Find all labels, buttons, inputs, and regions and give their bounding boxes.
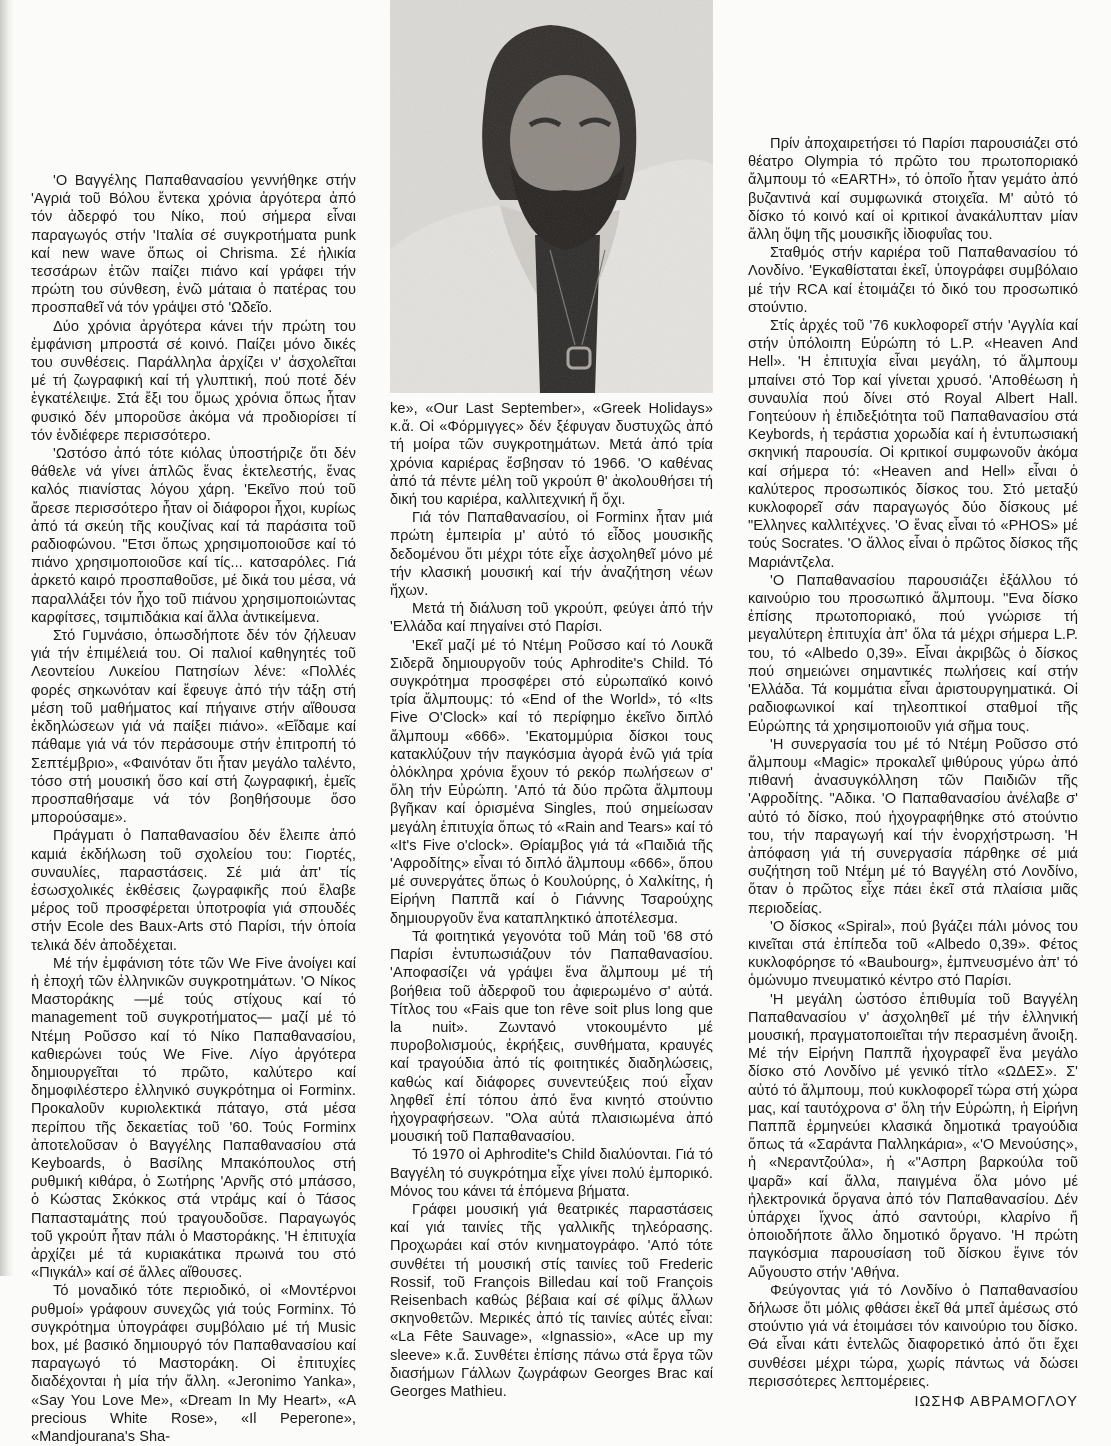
page-edge-shadow: [0, 0, 14, 1276]
article-column-left: [31, 172, 356, 1446]
paragraph: Μέ τήν ἐμφάνιση τότε τῶν We Five ἀνοίγει καί ἡ ἐποχή τῶν ἑλληνικῶν συγκροτημάτων. 'Ο Νίκος Μαστοράκης —μέ τούς στίχους καί τό management τοῦ συγκροτήματος— μαζί μέ τό Ντέμη Ροῦσσο καί τό Νίκο Παπαθανασίου, καθιερώνει τούς We Five. Λίγο ἀργότερα δημιουργεῖται τό πρῶτο, καλύτερο καί δημοφιλέστερο ἑλληνικό συγκρότημα οἱ Forminx. Προκαλοῦν κυριολεκτικά πάταγο, στά μέσα περίπου τῆς δεκαετίας τοῦ '60. Τούς Forminx ἀποτελοῦσαν ὁ Βαγγέλης Παπαθανασίου στά Keyboards, ὁ Βασίλης Μπακόπουλος στή ρυθμική κιθάρα, ὁ Σωτήρης 'Αρνῆς στό μπάσσο, ὁ Κώστας Σκόκκος στά ντράμς καί ὁ Τάσος Παπασταμάτης πού τραγουδοῦσε. Παραγωγός τοῦ γκρούπ ἦταν πάλι ὁ Μαστοράκης. 'Η ἐπιτυχία ἀρχίζει μέ τά κυριακάτικα πρωινά του στό «Πιγκάλ» καί σέ ἄλλες αἴθουσες.: [31, 955, 356, 1282]
paragraph: Στίς ἀρχές τοῦ '76 κυκλοφορεῖ στήν 'Αγγλία καί στήν ὑπόλοιπη Εὐρώπη τό L.P. «Heaven And Hell». 'Η ἐπιτυχία εἶναι μεγάλη, τό ἄλμπουμ μπαίνει στό Top καί γίνεται χρυσό. 'Αποθέωση ἡ συναυλία πού δίνει στό Royal Albert Hall. Γοητεύουν ἡ ἐπιδεξιότητα τοῦ Παπαθανασίου στά Keybords, ἡ τεράστια χορωδία καί ἡ ἐντυπωσιακή σκηνική παρουσία. Οἱ κριτικοί συμφωνοῦν ἀκόμα καί σήμερα τό: «Heaven and Hell» εἶναι ὁ καλύτερος προσωπικός δίσκος του. Στό μεταξύ κυκλοφορεῖ σάν παραγωγός δύο δίσκους μέ "Ελληνες καλλιτέχνες. 'Ο ἕνας εἶναι τό «PHOS» μέ τούς Socrates. 'Ο ἄλλος εἶναι ὁ πρῶτος δίσκος τῆς Μαριάντζελα.: [748, 318, 1078, 571]
paragraph: Γιά τόν Παπαθανασίου, οἱ Forminx ἦταν μιά πρώτη ἐμπειρία μ' αὐτό τό εἶδος μουσικῆς δεδομένου ὅτι μέχρι τότε εἶχε ἀσχοληθεῖ μόνο μέ τήν κλασική μουσική καί τήν ἀναζήτηση νέων ἤχων.: [390, 510, 713, 600]
paragraph: 'Εκεῖ μαζί μέ τό Ντέμη Ροῦσσο καί τό Λουκᾶ Σιδερᾶ δημιουργοῦν τούς Aphrodite's Child. Τό συγκρότημα προσφέρει στό εὐρωπαϊκό κοινό τρία ἄλμπουμς: τό «End of the World», τό «Its Five O'Clock» καί τό περίφημο ἐκεῖνο διπλό ἄλμπουμ «666». 'Εκατομμύρια δίσκοι τους κατακλύζουν τήν παγκόσμια ἀγορά ἐνῶ γιά τρία ὁλόκληρα χρόνια ἔχουν τό ρεκόρ πωλήσεων σ' ὅλη τήν Εὐρώπη. 'Από τά δύο πρῶτα ἄλμπουμ βγῆκαν καί ὁρισμένα Singles, πού σημείωσαν μεγάλη ἐπιτυχία ὅπως τό «Rain and Tears» καί τό «It's Five o'clock». Θρίαμβος γιά τά «Παιδιά τῆς 'Αφροδίτης» εἶναι τό διπλό ἄλμπουμ «666», ὅπου μέ συνεργάτες ὅπως ὁ Κουλούρης, ὁ Χαλκίτης, ἡ Εἰρήνη Παππᾶ καί ὁ Γιάννης Τσαρούχης δημιουργοῦν ἕνα καταπληκτικό ἀποτέλεσμα.: [390, 637, 713, 927]
paragraph: 'Ο Βαγγέλης Παπαθανασίου γεννήθηκε στήν 'Αγριά τοῦ Βόλου ἔντεκα χρόνια ἀργότερα ἀπό τόν ἀδερφό του Νίκο, πού σήμερα εἶναι παραγωγός στήν 'Ιταλία σέ συγκροτήματα punk καί new wave ὅπως οἱ Chrisma. Σέ ἡλικία τεσσάρων ἐτῶν παίζει πιάνο καί γράφει τήν πρώτη του σύνθεση, ἐνῶ μάταια ὁ πατέρας του προσπαθεῖ νά τόν γράψει στό 'Ωδεῖο.: [31, 173, 356, 317]
paragraph: Πρίν ἀποχαιρετήσει τό Παρίσι παρουσιάζει στό θέατρο Olympia τό πρῶτο του πρωτοποριακό ἄλμπουμ τό «EARTH», τό ὁποῖο ἦταν γεμάτο ἀπό βυζαντινά καί συμφωνικά στοιχεῖα. Μ' αὐτό τό δίσκο τό κοινό καί οἱ κριτικοί ἀνακάλυπταν μίαν ἄλλη ὄψη τῆς μουσικῆς ἰδιοφυΐας του.: [748, 136, 1078, 244]
portrait-photo: [390, 0, 713, 393]
paragraph: 'Η συνεργασία του μέ τό Ντέμη Ροῦσσο στό ἄλμπουμ «Magic» προκαλεῖ ψιθύρους γύρω ἀπό πιθανή ἀνασυγκόλληση τῶν Παιδιῶν τῆς 'Αφροδίτης. "Αδικα. 'Ο Παπαθανασίου ἀνέλαβε σ' αὐτό τό δίσκο, πού ἠχογραφήθηκε στό στούντιο του, τήν παραγωγή καί τήν ἐνορχήστρωση. 'Η ἀπόφαση γιά τή συνεργασία πάρθηκε σέ μιά συζήτηση τοῦ Ντέμη μέ τό Βαγγέλη στό Λονδίνο, ὅταν ὁ πρῶτος εἶχε πάει ἐκεῖ στά πλαίσια μιᾶς περιοδείας.: [748, 736, 1078, 917]
paragraph: Μετά τή διάλυση τοῦ γκρούπ, φεύγει ἀπό τήν 'Ελλάδα καί πηγαίνει στό Παρίσι.: [390, 601, 713, 636]
paragraph: Φεύγοντας γιά τό Λονδίνο ὁ Παπαθανασίου δήλωσε ὅτι μόλις φθάσει ἐκεῖ θά μπεῖ ἀμέσως στό στούντιο γιά νά ἑτοιμάσει τόν καινούριο του δίσκο. Θά εἶναι κάτι ἐντελῶς διαφορετικό ἀπό ὅτι ἔχει συνθέσει μέχρι τώρα, χωρίς πάντως νά δώσει περισσότερες λεπτομέρειες.: [748, 1282, 1078, 1390]
author-signature: ΙΩΣΗΦ ΑΒΡΑΜΟΓΛΟΥ: [914, 1394, 1078, 1411]
paragraph: 'Ο δίσκος «Spiral», πού βγάζει πάλι μόνος του κινεῖται στά ἐπίπεδα τοῦ «Albedo 0,39». Φέτος κυκλοφόρησε τό «Baubourg», ἐμπνευσμένο ἀπ' τό ὁμώνυμο πνευματικό κέντρο στό Παρίσι.: [748, 918, 1078, 990]
paragraph: 'Ωστόσο ἀπό τότε κιόλας ὑποστήριζε ὅτι δέν θάθελε νά γίνει ἁπλῶς ἕνας ἐκτελεστής, ἕνας καλός πιανίστας λόγου χάρη. 'Εκεῖνο πού τοῦ ἄρεσε περισσότερο ἦταν οἱ διάφοροι ἦχοι, κυρίως ἀπό τά σκεύη τῆς κουζίνας καί τά παράσιτα τοῦ ραδιοφώνου. "Ετσι ὅπως χρησιμοποιοῦσε καί τό πιάνο χρησιμοποιοῦσε καί τίς... κατσαρόλες. Γιά ἀρκετό καιρό προσπαθοῦσε, μέ δικά του μέσα, νά παραλλάξει τόν ἦχο τοῦ πιάνου χρησιμοποιώντας καρφίτσες, τσιμπιδάκια καί ἄλλα ἀντικείμενα.: [31, 446, 356, 626]
paragraph: Τά φοιτητικά γεγονότα τοῦ Μάη τοῦ '68 στό Παρίσι ἐντυπωσιάζουν τόν Παπαθανασίου. 'Αποφασίζει νά γράψει ἕνα ἄλμπουμ μέ τή βοήθεια τοῦ ἀδερφοῦ του ἀφιερωμένο σ' αὐτά. Τίτλος του «Fais que ton rêve soit plus long que la nuit». Ζωντανό ντοκουμέντο μέ πυροβολισμούς, ἐκρήξεις, συνθήματα, κραυγές καί τραγούδια ἀπό τίς φοιτητικές διαδηλώσεις, καθώς καί διάφορες συνεντεύξεις πού εἶχαν ληφθεῖ ἐπί τόπου ἀπό ἕνα κινητό στούντιο ἠχογραφήσεων. "Ολα αὐτά πλαισιωμένα ἀπό μουσική τοῦ Παπαθανασίου.: [390, 928, 713, 1146]
article-column-right: [748, 135, 1078, 1411]
paragraph: 'Η μεγάλη ὡστόσο ἐπιθυμία τοῦ Βαγγέλη Παπαθανασίου ν' ἀσχοληθεῖ μέ τήν ἑλληνική μουσική, πραγματοποιεῖται τήν περασμένη ἄνοιξη. Μέ τήν Εἰρήνη Παππᾶ ἠχογραφεῖ ἕνα μεγάλο δίσκο στό Λονδίνο μέ γενικό τίτλο «ΩΔΕΣ». Σ' αὐτό τό ἄλμπουμ, πού κυκλοφορεῖ τώρα στή χώρα μας, καί ταυτόχρονα σ' ὅλη τήν Εὐρώπη, ἡ Εἰρήνη Παππᾶ ἑρμηνεύει κλασικά δημοτικά τραγούδια ὅπως τά «Σαράντα Παλληκάρια», «'Ο Μενούσης», ἡ «Νεραντζούλα», ἡ «"Ασπρη βαρκούλα τοῦ ψαρᾶ» καί ἄλλα, παιγμένα ὅλα μόνο μέ ἠλεκτρονικά ὄργανα ἀπό τόν Παπαθανασίου. Δέν ὑπάρχει ἴχνος ἀπό σαντούρι, κλαρίνο ἤ ὁποιοδήποτε ἄλλο δημοτικό ὄργανο. 'Η πρώτη παγκόσμια παρουσίαση τοῦ δίσκου ἔγινε τόν Αὔγουστο στήν 'Αθήνα.: [748, 991, 1078, 1281]
paragraph: Τό 1970 οἱ Aphrodite's Child διαλύονται. Γιά τό Βαγγέλη τό συγκρότημα εἶχε γίνει πολύ ἐμπορικό. Μόνος του κάνει τά ἑπόμενα βήματα.: [390, 1147, 713, 1200]
paragraph: Γράφει μουσική γιά θεατρικές παραστάσεις καί γιά ταινίες τῆς γαλλικῆς τηλεόρασης. Προχωράει καί στόν κινηματογράφο. 'Από τότε συνθέτει τή μουσική στίς ταινίες τοῦ Frederic Rossif, τοῦ François Billedau καί τοῦ François Reisenbach καθώς βέβαια καί σέ φίλμς ἄλλων σκηνοθετῶν. Μερικές ἀπό τίς ταινίες αὐτές εἶναι: «La Fête Sauvage», «Ignassio», «Ace up my sleeve» κ.ἄ. Συνθέτει ἐπίσης πάνω στά ἔργα τῶν διασήμων Γάλλων ζωγράφων Georges Brac καί Georges Mathieu.: [390, 1201, 713, 1400]
paragraph: 'Ο Παπαθανασίου παρουσιάζει ἐξάλλου τό καινούριο του προσωπικό ἄλμπουμ. "Ενα δίσκο ἐπίσης πρωτοποριακό, πού γνώρισε τή μεγαλύτερη ἐπιτυχία ἀπ' ὅλα τά μέχρι σήμερα L.P. του, τό «Albedo 0,39». Εἶναι ἀκριβῶς ὁ δίσκος πού σημειώνει σημαντικές πωλήσεις καί στήν 'Ελλάδα. Τά κομμάτια εἶναι ἀριστουργηματικά. Οἱ ραδιοφωνικοί καί τηλεοπτικοί σταθμοί τῆς Εὐρώπης τά χρησιμοποιοῦν γιά σῆμα τους.: [748, 572, 1078, 735]
paragraph: Στό Γυμνάσιο, ὁπωσδήποτε δέν τόν ζήλευαν γιά τήν ἐπιμέλειά του. Οἱ παλιοί καθηγητές τοῦ Λεοντείου Λυκείου Πατησίων λένε: «Πολλές φορές σηκωνόταν καί ἔφευγε ἀπό τήν τάξη στή μέση τοῦ μαθήματος καί πήγαινε στήν αἴθουσα ἐκδηλώσεων γιά νά παίξει πιάνο». «Εἴδαμε καί πάθαμε γιά νά τόν περάσουμε στήν ἐπιτροπή τό Σεπτέμβριο», «Φαινόταν ὅτι ἦταν μεγάλο ταλέντο, τόσο στή μουσική ὅσο καί στή ζωγραφική, ἐμεῖς προσπαθήσαμε νά τόν βοηθήσουμε ὅσο μπορούσαμε».: [31, 628, 356, 827]
portrait-illustration: [390, 0, 713, 393]
paragraph: Πράγματι ὁ Παπαθανασίου δέν ἔλειπε ἀπό καμιά ἐκδήλωση τοῦ σχολείου του: Γιορτές, συναυλίες, παραστάσεις. Σέ μιά ἀπ' τίς ἐσωσχολικές ἐκθέσεις ζωγραφικῆς πού ἔλαβε μέρος τοῦ προσφέρεται ὑποτροφία γιά σπουδές στήν Ecole des Baux-Arts στό Παρίσι, τήν ὁποία τελικά δέν ἀποδέχεται.: [31, 828, 356, 954]
paragraph: Τό μοναδικό τότε περιοδικό, οἱ «Μοντέρνοι ρυθμοί» γράφουν συνεχῶς γιά τούς Forminx. Τό συγκρότημα ὑπογράφει συμβόλαιο μέ τή Music box, μέ βασικό δημιουργό τόν Παπαθανασίου καί παραγωγό τό Μαστοράκη. Οἱ ἐπιτυχίες διαδέχονται ἡ μία τήν ἄλλη. «Jeronimo Yanka», «Say You Love Me», «Dream In My Heart», «A precious White Rose», «Il Peperone», «Mandjourana's Sha-: [31, 1283, 356, 1446]
paragraph: Σταθμός στήν καριέρα τοῦ Παπαθανασίου τό Λονδίνο. 'Εγκαθίσταται ἐκεῖ, ὑπογράφει συμβόλαιο μέ τήν RCA καί ἑτοιμάζει τό δικό του προσωπικό στούντιο.: [748, 245, 1078, 316]
paragraph: Δύο χρόνια ἀργότερα κάνει τήν πρώτη του ἐμφάνιση μπροστά σέ κοινό. Παίζει μόνο δικές του συνθέσεις. Παράλληλα ἀρχίζει ν' ἀσχολεῖται μέ τή ζωγραφική καί τή γλυπτική, πού ποτέ δέν ἐγκατέλειψε. Στά ἔξι του ὅμως χρόνια ὅπως ἦταν φυσικό δέν μποροῦσε ἀκόμα νά προδιορίσει τί τόν ἐνδιέφερε περισσότερο.: [31, 318, 356, 444]
article-column-middle: [390, 400, 713, 1401]
paragraph-continued: ke», «Our Last September», «Greek Holidays» κ.ἄ. Οἱ «Φόρμιγγες» δέν ξέφυγαν δυστυχῶς ἀπό τή μοίρα τῶν συγκροτημάτων. Μετά ἀπό τρία χρόνια καριέρας ἔσβησαν τό 1966. 'Ο καθένας ἀπό τά πέντε μέλη τοῦ γκρούπ θ' ἀκολουθήσει τή δική του καριέρα, καλλιτεχνική ἤ ὄχι.: [390, 401, 713, 509]
